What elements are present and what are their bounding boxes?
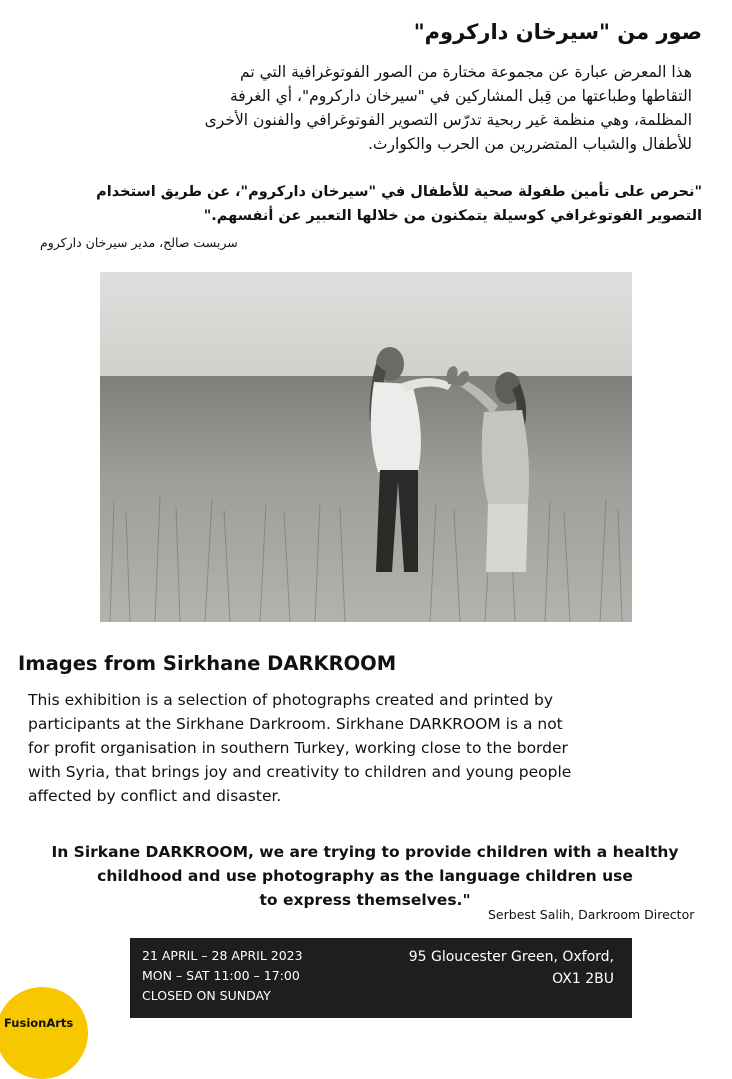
address-line-1: 95 Gloucester Green, Oxford, xyxy=(408,949,614,965)
fusion-arts-logo-circle xyxy=(0,987,88,1079)
event-schedule xyxy=(142,946,303,1006)
photo-illustration xyxy=(100,272,632,622)
english-quote-line: to express themselves." xyxy=(259,891,471,909)
arabic-attribution: سربست صالح، مدير سيرخان داركروم xyxy=(40,235,238,250)
arabic-title: صور من "سيرخان داركروم" xyxy=(413,20,702,44)
arabic-description-line: التقاطها وطباعتها من قِبل المشاركين في "سيرخان داركروم"، أي الغرفة xyxy=(229,87,692,105)
arabic-description-line: للأطفال والشباب المتضررين من الحرب والكوارث. xyxy=(367,135,692,153)
arabic-description-line: المظلمة، وهي منظمة غير ربحية تدرّس التصوير الفوتوغرافي والفنون الأخرى xyxy=(204,111,692,129)
english-quote-line: childhood and use photography as the language children use xyxy=(97,867,633,885)
english-title: Images from Sirkhane DARKROOM xyxy=(18,652,397,675)
english-description-line: affected by conflict and disaster. xyxy=(28,787,282,805)
fusion-arts-logo-text: FusionArts xyxy=(4,1016,74,1030)
arabic-description xyxy=(122,60,692,156)
exhibition-photo xyxy=(100,272,632,622)
address-line-2: OX1 2BU xyxy=(552,971,614,987)
english-description-line: participants at the Sirkhane Darkroom. Sirkhane DARKROOM is a not xyxy=(28,715,563,733)
arabic-quote xyxy=(22,180,702,228)
arabic-quote-line: "نحرص على تأمين طفولة صحية للأطفال في "سيرخان داركروم"، عن طريق استخدام xyxy=(96,184,702,200)
english-quote xyxy=(12,840,718,912)
event-info-box xyxy=(130,938,632,1018)
event-hours: MON – SAT 11:00 – 17:00 xyxy=(142,968,300,983)
english-description-line: for profit organisation in southern Turkey, working close to the border xyxy=(28,739,568,757)
english-description-line: This exhibition is a selection of photographs created and printed by xyxy=(28,691,553,709)
event-address xyxy=(409,946,614,990)
english-quote-line: In Sirkane DARKROOM, we are trying to provide children with a healthy xyxy=(51,843,679,861)
arabic-quote-line: التصوير الفوتوغرافي كوسيلة يتمكنون من خلالها التعبير عن أنفسهم." xyxy=(203,208,702,224)
event-closed-day: CLOSED ON SUNDAY xyxy=(142,988,271,1003)
english-description xyxy=(28,688,668,808)
arabic-description-line: هذا المعرض عبارة عن مجموعة مختارة من الصور الفوتوغرافية التي تم xyxy=(240,63,692,81)
english-attribution: Serbest Salih, Darkroom Director xyxy=(488,907,695,922)
english-description-line: with Syria, that brings joy and creativity to children and young people xyxy=(28,763,572,781)
event-dates: 21 APRIL – 28 APRIL 2023 xyxy=(142,948,303,963)
